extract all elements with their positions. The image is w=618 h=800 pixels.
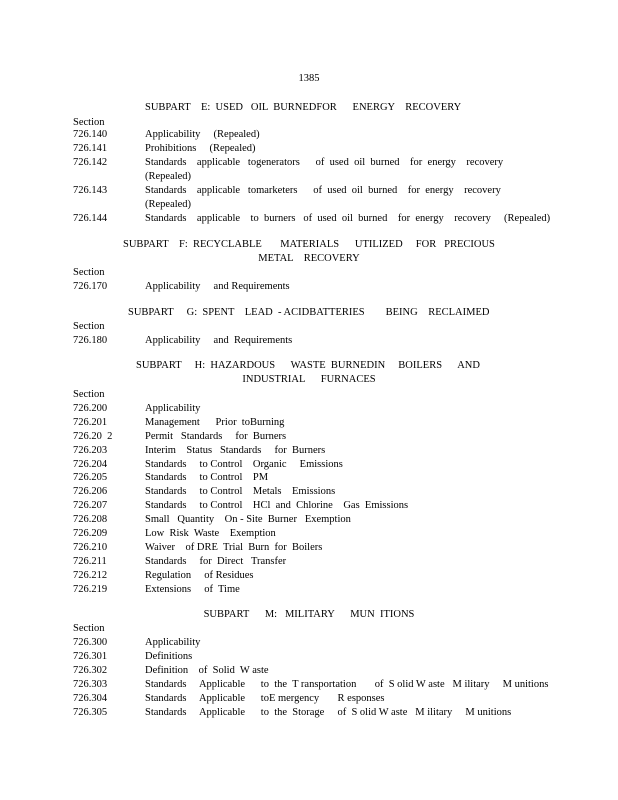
section-title: Applicability (Repealed) <box>145 129 260 140</box>
section-title: Management Prior toBurning <box>145 417 285 428</box>
subpart-heading: SUBPART E: USED OIL BURNEDFOR ENERGY RECOVERY <box>145 102 462 113</box>
section-title: Permit Standards for Burners <box>145 431 287 442</box>
section-number: 726.304 <box>73 693 108 704</box>
section-number: 726.219 <box>73 584 108 595</box>
section-title: Standards applicable to burners of used oil burned for energy recovery (Repealed) <box>145 213 551 224</box>
section-number: 726.209 <box>73 528 108 539</box>
section-title: Extensions of Time <box>145 584 240 595</box>
section-number: 726.208 <box>73 514 108 525</box>
section-title: Standards Applicable to the T ransportation of S olid W aste M ilitary M unitions <box>145 679 549 690</box>
section-number: 726.20 2 <box>73 431 113 442</box>
section-title: Applicability <box>145 637 201 648</box>
section-label: Section <box>73 623 105 634</box>
subpart-heading: SUBPART G: SPENT LEAD - ACIDBATTERIES BEING RECLAIMED <box>128 307 490 318</box>
section-title: Standards Applicable toE mergency R esponses <box>145 693 385 704</box>
subpart-heading: METAL RECOVERY <box>258 253 360 264</box>
section-title: Standards to Control PM <box>145 472 269 483</box>
section-number: 726.302 <box>73 665 108 676</box>
section-title: Small Quantity On - Site Burner Exemption <box>145 514 351 525</box>
section-title: Standards applicable tomarketers of used oil burned for energy recovery <box>145 185 501 196</box>
section-number: 726.303 <box>73 679 108 690</box>
section-title: Definitions <box>145 651 193 662</box>
section-label: Section <box>73 117 105 128</box>
subpart-heading: INDUSTRIAL FURNACES <box>242 374 376 385</box>
section-title: Standards for Direct Transfer <box>145 556 287 567</box>
section-number: 726.210 <box>73 542 108 553</box>
section-title: Interim Status Standards for Burners <box>145 445 326 456</box>
section-title: Definition of Solid W aste <box>145 665 269 676</box>
section-number: 726.141 <box>73 143 108 154</box>
section-label: Section <box>73 321 105 332</box>
section-title: Standards Applicable to the Storage of S olid W aste M ilitary M unitions <box>145 707 512 718</box>
section-number: 726.142 <box>73 157 108 168</box>
section-title: Standards to Control Organic Emissions <box>145 459 343 470</box>
section-number: 726.200 <box>73 403 108 414</box>
section-title: (Repealed) <box>145 199 192 210</box>
section-label: Section <box>73 389 105 400</box>
section-number: 726.207 <box>73 500 108 511</box>
section-number: 726.143 <box>73 185 108 196</box>
section-label: Section <box>73 267 105 278</box>
section-title: Waiver of DRE Trial Burn for Boilers <box>145 542 323 553</box>
section-number: 726.301 <box>73 651 108 662</box>
section-title: Low Risk Waste Exemption <box>145 528 276 539</box>
section-title: Regulation of Residues <box>145 570 254 581</box>
section-number: 726.170 <box>73 281 108 292</box>
section-number: 726.201 <box>73 417 108 428</box>
subpart-heading: SUBPART M: MILITARY MUN ITIONS <box>203 609 415 620</box>
section-number: 726.211 <box>73 556 107 567</box>
section-number: 726.300 <box>73 637 108 648</box>
section-number: 726.305 <box>73 707 108 718</box>
section-title: Standards to Control Metals Emissions <box>145 486 336 497</box>
section-title: (Repealed) <box>145 171 192 182</box>
section-title: Standards to Control HCl and Chlorine Gas Emissions <box>145 500 409 511</box>
subpart-heading: SUBPART F: RECYCLABLE MATERIALS UTILIZED FOR PRECIOUS <box>123 239 495 250</box>
section-title: Applicability <box>145 403 201 414</box>
section-number: 726.144 <box>73 213 108 224</box>
subpart-heading: SUBPART H: HAZARDOUS WASTE BURNEDIN BOILERS AND <box>136 360 480 371</box>
section-number: 726.140 <box>73 129 108 140</box>
section-title: Applicability and Requirements <box>145 281 290 292</box>
section-number: 726.203 <box>73 445 108 456</box>
section-number: 726.205 <box>73 472 108 483</box>
section-title: Applicability and Requirements <box>145 335 293 346</box>
page-number: 1385 <box>298 73 320 84</box>
section-title: Standards applicable togenerators of used oil burned for energy recovery <box>145 157 504 168</box>
section-number: 726.212 <box>73 570 108 581</box>
section-title: Prohibitions (Repealed) <box>145 143 256 154</box>
section-number: 726.204 <box>73 459 108 470</box>
section-number: 726.180 <box>73 335 108 346</box>
section-number: 726.206 <box>73 486 108 497</box>
